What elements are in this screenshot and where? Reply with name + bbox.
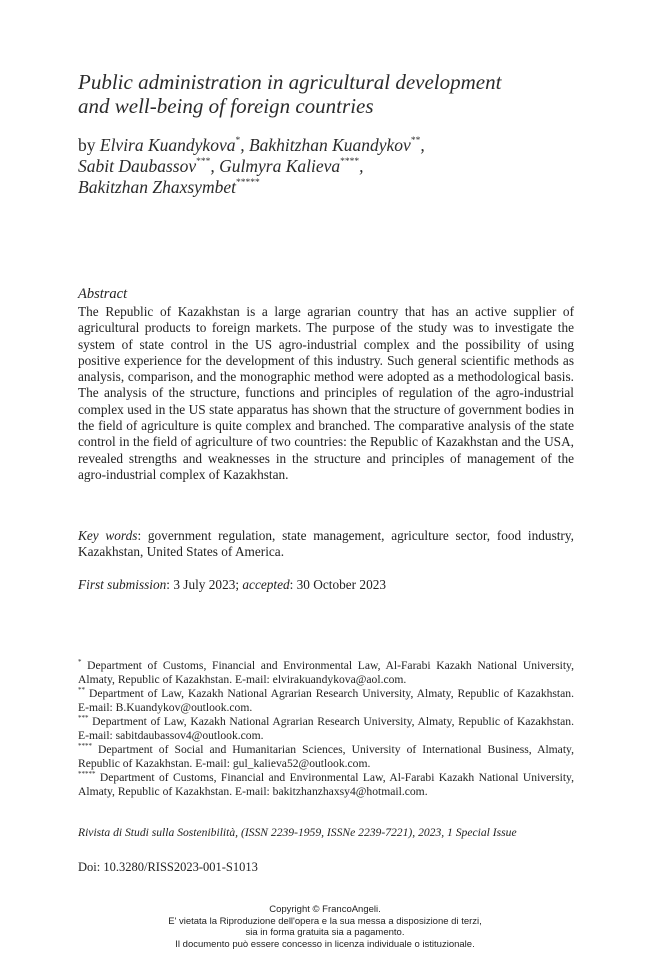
author-mark: ** <box>410 136 421 146</box>
footnote-mark: ** <box>78 686 85 694</box>
author-separator: , <box>210 156 220 176</box>
keywords <box>78 528 574 561</box>
footnote-text: Department of Law, Kazakh National Agrarian Research University, Almaty, Republic of Kazakhstan. E-mail: B.Kuandykov@outlook.com. <box>78 687 574 714</box>
author-separator: , <box>240 135 249 155</box>
first-submission-label: First submission <box>78 577 167 592</box>
footnote-text: Department of Law, Kazakh National Agrarian Research University, Almaty, Republic of Kazakhstan. E-mail: sabitdaubassov4@outlook.com. <box>78 715 574 742</box>
copyright-line-3: sia in forma gratuita sia a pagamento. <box>245 927 405 939</box>
footnote-text: Department of Customs, Financial and Environmental Law, Al-Farabi Kazakh National University, Almaty, Republic of Kazakhstan. E-mail: elvirakuandykova@aol.com. <box>78 659 574 686</box>
author-name: Sabit Daubassov <box>78 156 197 176</box>
footnote <box>78 771 574 799</box>
author-line-3 <box>78 177 598 198</box>
author-name: Bakhitzhan Kuandykov <box>248 135 411 155</box>
abstract-heading: Abstract <box>78 286 128 302</box>
author-line-1 <box>78 135 598 156</box>
footnote-mark: **** <box>78 742 92 750</box>
affiliation-footnotes <box>78 659 574 799</box>
author-name: Bakitzhan Zhaxsymbet <box>78 177 236 197</box>
author-name: Gulmyra Kalieva <box>219 156 341 176</box>
journal-citation: Rivista di Studi sulla Sostenibilità, (ISSN 2239-1959, ISSNe 2239-7221), 2023, 1 Special Issue <box>78 826 517 839</box>
copyright-notice <box>100 904 550 950</box>
accepted-label: accepted <box>242 577 290 592</box>
keywords-label: Key words <box>78 528 138 543</box>
title-line-2: and well-being of foreign countries <box>78 94 374 118</box>
footnote <box>78 743 574 771</box>
abstract-body: The Republic of Kazakhstan is a large agrarian country that has an active supplier of agricultural products to foreign markets. The purpose of the study was to investigate the system of state control in the US agro-industrial complex and the possibility of using positive experience for the development of this industry. Such general scientific methods as analysis, comparison, and the monographic method were adopted as a methodological basis. The analysis of the structure, functions and principles of regulation of the agro-industrial complex used in the US state apparatus has shown that the structure of government bodies in the field of agriculture is quite complex and branched. The comparative analysis of the state control in the field of agriculture of two countries: the Republic of Kazakhstan and the USA, revealed strengths and weaknesses in the structure and principles of management of the agro-industrial complex of Kazakhstan. <box>78 304 574 482</box>
accepted-value: : 30 October 2023 <box>289 577 387 592</box>
author-mark: * <box>235 136 241 146</box>
submission-dates <box>78 577 574 593</box>
copyright-line-4: Il documento può essere concesso in licenza individuale o istituzionale. <box>175 938 475 950</box>
footnote-mark: * <box>78 658 82 666</box>
footnote-mark: *** <box>78 714 89 722</box>
footnote-text: Department of Social and Humanitarian Sciences, University of International Business, Almaty, Republic of Kazakhstan. E-mail: gul_kalieva52@outlook.com. <box>78 743 574 770</box>
footnote <box>78 659 574 687</box>
author-mark: *** <box>196 157 211 167</box>
doi: Doi: 10.3280/RISS2023-001-S1013 <box>78 860 258 874</box>
footnote-mark: ***** <box>78 770 96 778</box>
title-line-1: Public administration in agricultural development <box>78 70 502 94</box>
author-line-2 <box>78 156 598 177</box>
copyright-line-2: E' vietata la Riproduzione dell'opera e la sua messa a disposizione di terzi, <box>168 915 482 927</box>
copyright-line-1: Copyright © FrancoAngeli. <box>269 904 381 915</box>
footnote <box>78 715 574 743</box>
author-separator: , <box>420 135 425 155</box>
keywords-text: : government regulation, state management, agriculture sector, food industry, Kazakhstan, United States of America. <box>78 528 574 560</box>
article-title <box>78 70 598 118</box>
by-label: by <box>78 135 96 155</box>
author-separator: , <box>359 156 364 176</box>
author-name: Elvira Kuandykova <box>99 135 236 155</box>
footnote <box>78 687 574 715</box>
author-mark: **** <box>340 157 360 167</box>
author-mark: ***** <box>235 178 260 188</box>
author-list <box>78 135 598 198</box>
footnote-text: Department of Customs, Financial and Environmental Law, Al-Farabi Kazakh National University, Almaty, Republic of Kazakhstan. E-mail: bakitzhanzhaxsy4@hotmail.com. <box>78 771 574 798</box>
first-submission-value: : 3 July 2023; <box>166 577 243 592</box>
